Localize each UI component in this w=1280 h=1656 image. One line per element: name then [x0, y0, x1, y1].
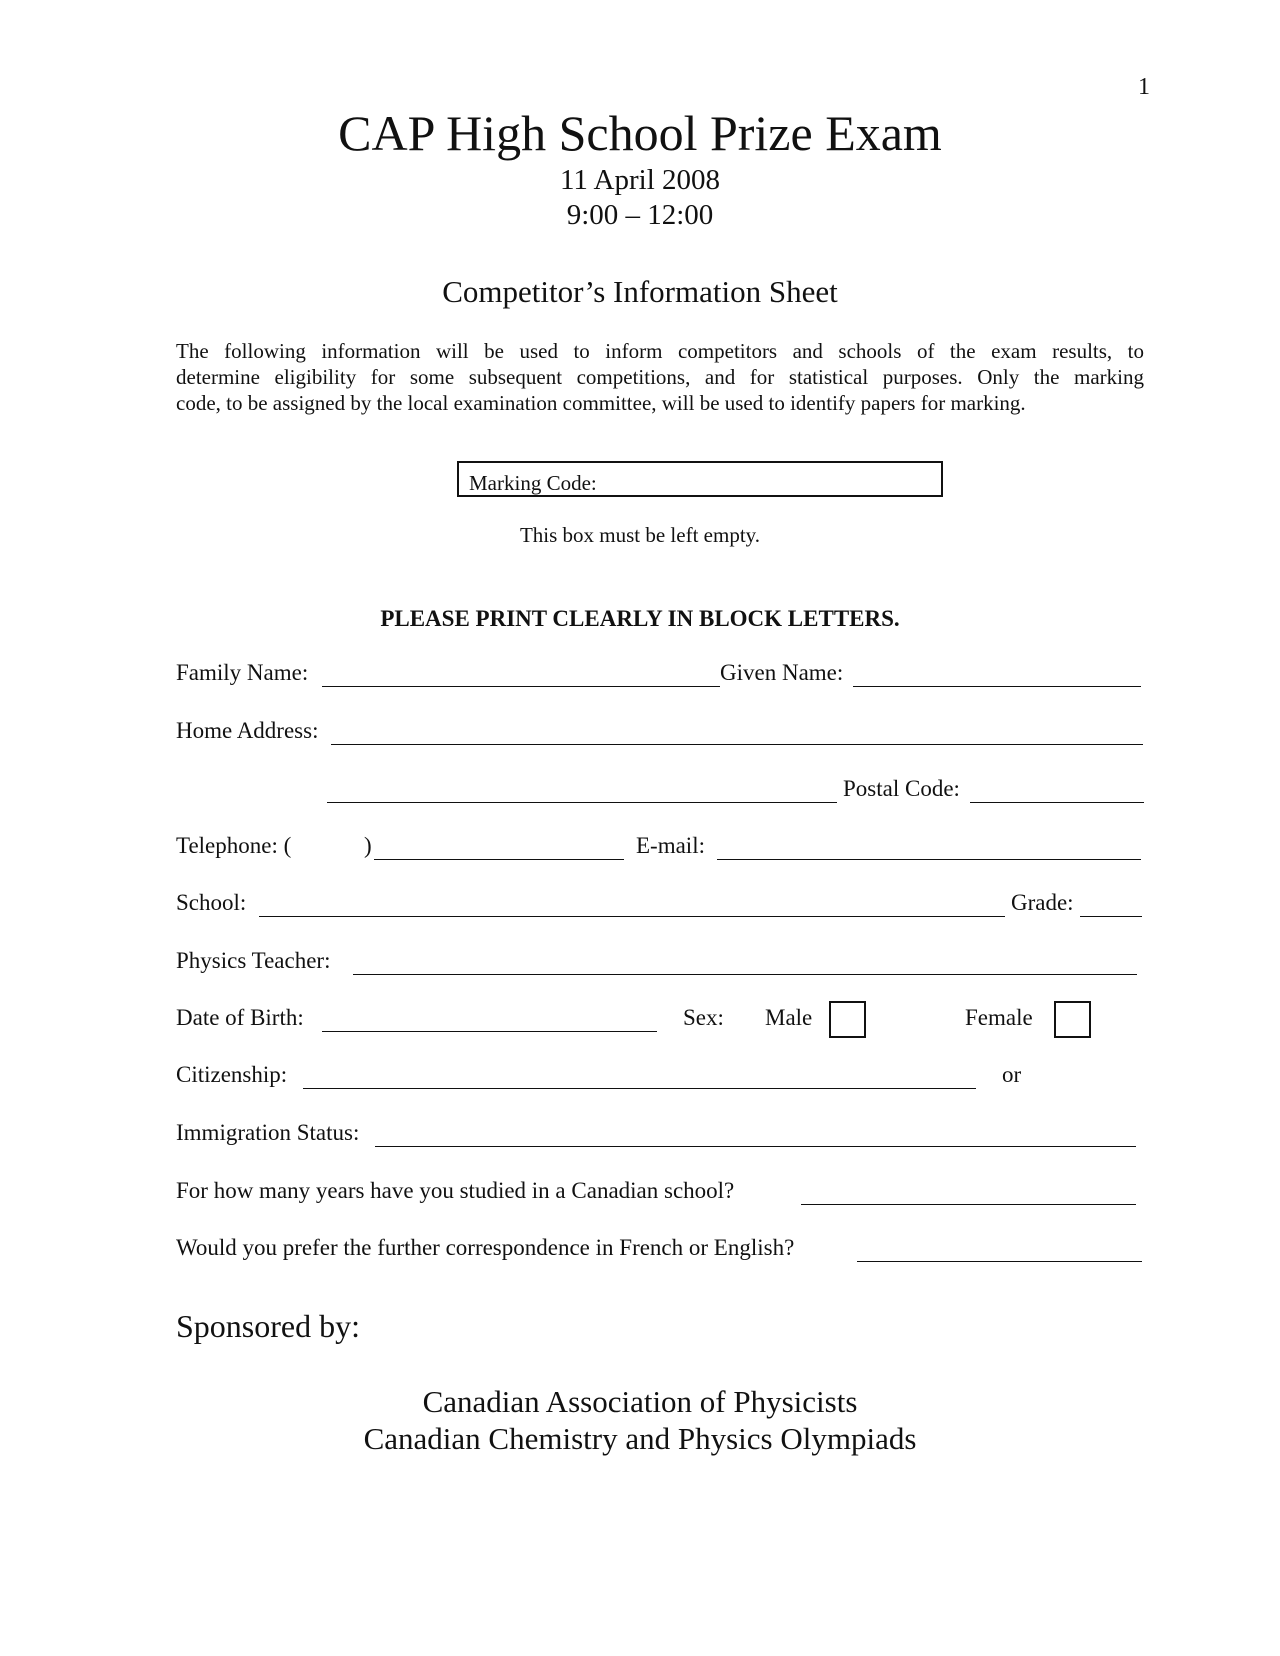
exam-time: 9:00 – 12:00: [566, 199, 714, 231]
sponsor-ccpo: Canadian Chemistry and Physics Olympiads: [363, 1421, 917, 1456]
school-field[interactable]: [259, 916, 1005, 917]
row-names: [0, 660, 1280, 696]
given-name-label: Given Name:: [720, 660, 844, 685]
intro-line: determine eligibility for some subsequent competitions, and for statistical purposes. Only the marking: [176, 365, 1144, 389]
home-address-label: Home Address:: [176, 718, 319, 743]
marking-code-label: Marking Code:: [469, 471, 597, 495]
grade-label: Grade:: [1011, 890, 1074, 915]
telephone-paren-close: ): [364, 833, 372, 858]
sponsored-by-heading: Sponsored by:: [176, 1308, 360, 1344]
female-checkbox[interactable]: [1054, 1001, 1091, 1038]
row-immigration-status: [0, 1120, 1280, 1156]
row-school-grade: [0, 890, 1280, 926]
telephone-field[interactable]: [374, 859, 624, 860]
date-of-birth-field[interactable]: [322, 1031, 657, 1032]
sheet-title: Competitor’s Information Sheet: [442, 274, 838, 309]
physics-teacher-field[interactable]: [353, 974, 1137, 975]
exam-title: CAP High School Prize Exam: [338, 105, 942, 161]
postal-code-field[interactable]: [970, 802, 1144, 803]
sponsor-cap: Canadian Association of Physicists: [422, 1384, 858, 1419]
row-citizenship: [0, 1062, 1280, 1098]
row-home-address: [0, 718, 1280, 754]
physics-teacher-label: Physics Teacher:: [176, 948, 331, 973]
intro-line: The following information will be used to inform competitors and schools of the exam results, to: [176, 339, 1144, 363]
intro-line: code, to be assigned by the local examination committee, will be used to identify papers for marking.: [176, 391, 1026, 415]
family-name-label: Family Name:: [176, 660, 309, 685]
print-instruction: PLEASE PRINT CLEARLY IN BLOCK LETTERS.: [380, 606, 900, 631]
given-name-field[interactable]: [853, 686, 1141, 687]
years-studied-label: For how many years have you studied in a Canadian school?: [176, 1178, 735, 1203]
email-label: E-mail:: [636, 833, 705, 858]
language-preference-field[interactable]: [857, 1261, 1142, 1262]
language-preference-label: Would you prefer the further correspondence in French or English?: [176, 1235, 795, 1260]
intro-paragraph: [176, 338, 1144, 416]
citizenship-label: Citizenship:: [176, 1062, 288, 1087]
immigration-status-label: Immigration Status:: [176, 1120, 360, 1145]
row-physics-teacher: [0, 948, 1280, 984]
exam-date: 11 April 2008: [559, 164, 721, 196]
citizenship-field[interactable]: [303, 1088, 976, 1089]
school-label: School:: [176, 890, 247, 915]
sex-label: Sex:: [683, 1005, 724, 1030]
years-studied-field[interactable]: [801, 1204, 1136, 1205]
email-field[interactable]: [717, 859, 1141, 860]
row-telephone-email: [0, 833, 1280, 869]
female-label: Female: [965, 1005, 1033, 1030]
grade-field[interactable]: [1080, 916, 1142, 917]
row-address-postal: [0, 776, 1280, 812]
immigration-status-field[interactable]: [375, 1146, 1136, 1147]
postal-code-label: Postal Code:: [843, 776, 960, 801]
male-checkbox[interactable]: [829, 1001, 866, 1038]
or-label: or: [1002, 1062, 1022, 1087]
telephone-label: Telephone: (: [176, 833, 292, 858]
marking-box-note: This box must be left empty.: [519, 523, 761, 547]
male-label: Male: [765, 1005, 813, 1030]
date-of-birth-label: Date of Birth:: [176, 1005, 304, 1030]
address-line-2-field[interactable]: [327, 802, 837, 803]
row-years-studied: [0, 1178, 1280, 1214]
home-address-field[interactable]: [331, 744, 1143, 745]
family-name-field[interactable]: [322, 686, 720, 687]
marking-code-box: [457, 461, 943, 497]
page-number: 1: [1138, 74, 1150, 100]
row-birth-sex: [0, 1005, 1280, 1041]
row-language-preference: [0, 1235, 1280, 1271]
